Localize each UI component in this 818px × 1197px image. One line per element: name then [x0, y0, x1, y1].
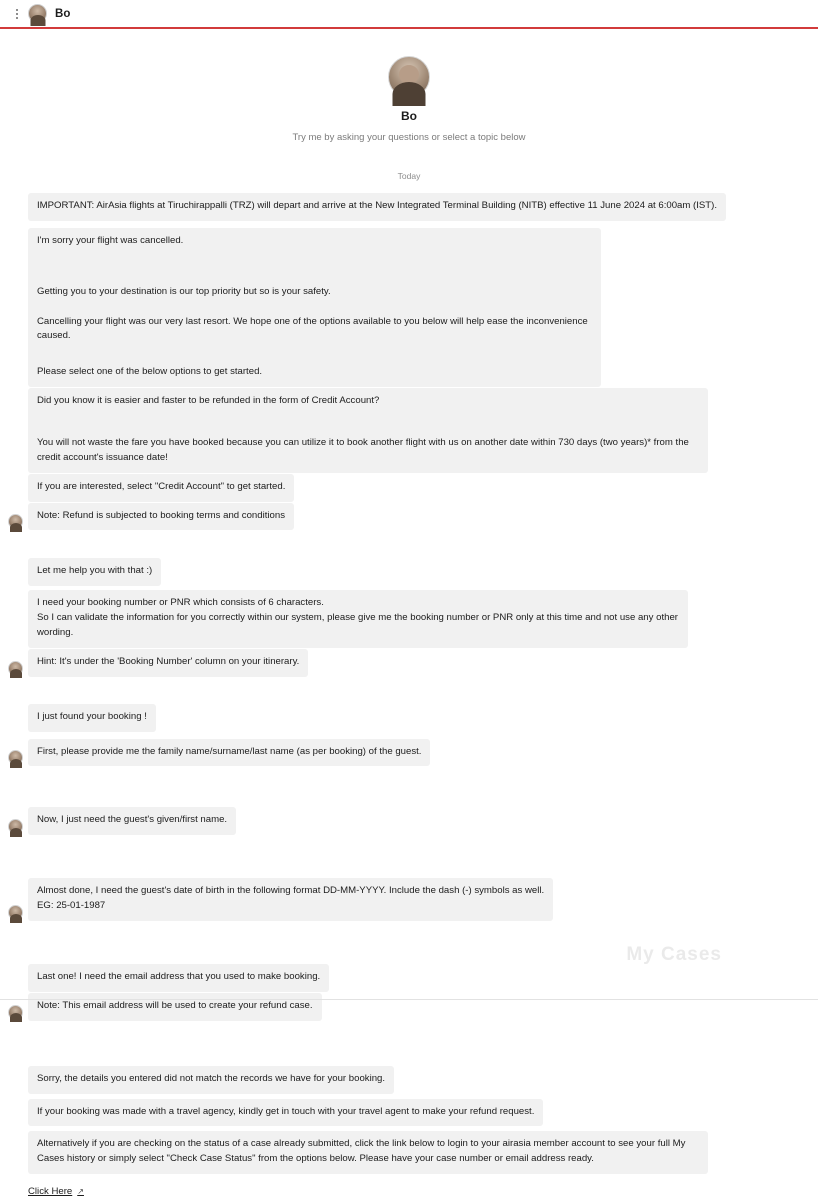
message-line: Note: This email address will be used to create your refund case. — [37, 999, 313, 1011]
message-bubble — [28, 964, 329, 992]
message-row — [0, 474, 818, 502]
message-bubble — [28, 474, 294, 502]
bot-subtitle: Try me by asking your questions or select a topic below — [292, 132, 526, 143]
bottom-divider — [0, 999, 818, 1000]
message-row — [0, 1066, 818, 1094]
message-row — [0, 590, 818, 648]
bot-avatar-small — [28, 4, 47, 23]
message-line: Note: Refund is subjected to booking terms and conditions — [37, 509, 285, 521]
bot-avatar-icon — [8, 1005, 23, 1020]
message-bubble — [28, 388, 708, 473]
bot-avatar-icon — [8, 514, 23, 529]
message-line: Please select one of the below options to get started. — [37, 366, 263, 378]
message-bubble — [28, 649, 308, 677]
message-row — [0, 558, 818, 586]
message-line: Let me help you with that :) — [37, 565, 153, 577]
message-row — [0, 878, 818, 921]
chat-title: Bo — [55, 7, 71, 20]
bot-header — [0, 29, 818, 143]
message-row — [0, 388, 818, 473]
bot-name: Bo — [401, 109, 417, 123]
message-bubble — [28, 503, 294, 531]
message-row — [0, 649, 818, 677]
message-row — [0, 503, 818, 531]
bot-avatar-icon — [8, 819, 23, 834]
message-bubble — [28, 1131, 708, 1174]
message-line: Getting you to your destination is our top priority but so is your safety. — [37, 285, 331, 297]
message-line: Almost done, I need the guest's date of birth in the following format DD-MM-YYYY. Include the dash (-) symbols as well. — [37, 885, 545, 897]
message-line: Did you know it is easier and faster to be refunded in the form of Credit Account? — [37, 395, 380, 407]
message-bubble — [28, 590, 688, 648]
watermark-text: My Cases — [626, 944, 722, 965]
message-bubble — [28, 704, 156, 732]
message-line: I just found your booking ! — [37, 710, 147, 722]
message-line: Hint: It's under the 'Booking Number' column on your itinerary. — [37, 655, 300, 667]
message-line: I need your booking number or PNR which consists of 6 characters. — [37, 597, 324, 609]
message-line: IMPORTANT: AirAsia flights at Tiruchirappalli (TRZ) will depart and arrive at the New Integrated Terminal Building (NITB) effective 11 June 2024 at 6:00am (IST). — [37, 200, 718, 211]
message-line: Cancelling your flight was our very last resort. We hope one of the options available to you below will help ease the inconvenience caused. — [37, 315, 588, 342]
message-line: Alternatively if you are checking on the status of a case already submitted, click the link below to login to your airasia member account to see your full My Cases history or simply select "Check Case Status" from the options below. Please have your case number or email address ready. — [37, 1138, 686, 1165]
message-line: If your booking was made with a travel agency, kindly get in touch with your travel agent to make your refund request. — [37, 1105, 535, 1117]
bot-avatar-large — [388, 56, 430, 98]
message-line: EG: 25-01-1987 — [37, 900, 106, 912]
link-row — [0, 1186, 818, 1197]
message-row — [0, 228, 818, 387]
message-line: Last one! I need the email address that you used to make booking. — [37, 971, 321, 983]
bot-avatar-icon — [8, 661, 23, 676]
day-divider: Today — [397, 171, 421, 181]
message-bubble — [28, 878, 553, 921]
top-bar — [0, 0, 818, 29]
message-line: You will not waste the fare you have booked because you can utilize it to book another flight with us on another date within 730 days (two years)* from the credit account's issuance date! — [37, 437, 689, 463]
message-row — [0, 1099, 818, 1127]
message-bubble — [28, 993, 322, 1021]
message-bubble — [28, 228, 601, 387]
message-bubble — [28, 739, 430, 767]
click-here-link[interactable] — [28, 1186, 84, 1197]
message-bubble — [28, 1099, 543, 1127]
click-here-label: Click Here — [28, 1186, 73, 1197]
message-row — [0, 1131, 818, 1174]
external-link-icon: ↗ — [77, 1187, 84, 1197]
message-line: I'm sorry your flight was cancelled. — [37, 234, 184, 246]
bot-avatar-icon — [8, 905, 23, 920]
message-bubble — [28, 1066, 394, 1094]
message-bubble — [28, 558, 161, 586]
message-row — [0, 704, 818, 732]
message-line: Now, I just need the guest's given/first name. — [37, 814, 228, 826]
message-line: So I can validate the information for you correctly within our system, please give me the booking number or PNR only at this time and not use any other wording. — [37, 612, 678, 639]
message-line: Sorry, the details you entered did not match the records we have for your booking. — [37, 1072, 386, 1084]
chat-transcript[interactable] — [0, 29, 818, 1197]
message-row — [0, 807, 818, 835]
message-line: First, please provide me the family name/surname/last name (as per booking) of the guest. — [37, 745, 422, 757]
message-row — [0, 739, 818, 767]
message-bubble — [28, 193, 726, 221]
message-row — [0, 993, 818, 1021]
message-row — [0, 964, 818, 992]
kebab-menu-icon[interactable] — [10, 4, 24, 24]
message-line: If you are interested, select "Credit Account" to get started. — [37, 480, 286, 492]
message-bubble — [28, 807, 236, 835]
message-row — [0, 193, 818, 221]
bot-avatar-icon — [8, 750, 23, 765]
